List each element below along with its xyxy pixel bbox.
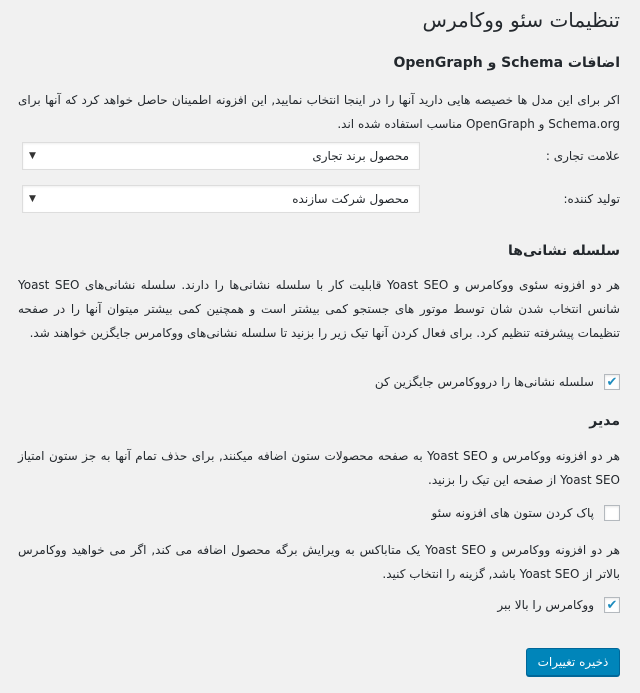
manufacturer-select-value: محصول شرکت سازنده [292,192,409,206]
manufacturer-label: تولید کننده: [563,192,620,206]
breadcrumbs-description: هر دو افزونه سئوی ووکامرس و Yoast SEO قابلیت کار با سلسله نشانی‌ها را دارند. سلسله نشانی‌های Yoast SEO شانس انتخاب شدن شان توسط موتور های جستجو کمی بیشتر است و همچنین کمی بیشتر میتوان آنها را در صفحه تنظیمات پیشرفته تنظیم کرد. برای فعال کردن آنها تیک زیر را بزنید تا سلسله نشانی‌های ووکامرس جایگزین خواهند شد. [18,278,620,340]
brand-select[interactable] [22,142,420,170]
remove-columns-checkbox-label: پاک کردن ستون های افزونه سئو [431,506,594,520]
breadcrumbs-option[interactable] [375,374,620,390]
schema-description: اکر برای این مدل ها خصیصه هایی دارید آنها را در اینجا انتخاب نمایید, این افزونه اطمینان حاصل خواهد کرد که آنها برای Schema.org و OpenGraph مناسب استفاده شده اند. [18,93,620,131]
save-changes-button[interactable]: ذخیره تغییرات [526,648,620,676]
manufacturer-select[interactable] [22,185,420,213]
metabox-top-checkbox-label: ووکامرس را بالا ببر [497,598,594,612]
schema-section-title: اضافات Schema و OpenGraph [393,55,620,71]
brand-select-value: محصول برند تجاری [312,149,409,163]
remove-columns-option[interactable] [432,505,621,521]
metabox-top-option[interactable] [497,597,620,613]
brand-label: علامت تجاری : [545,149,620,163]
breadcrumbs-checkbox[interactable] [604,374,620,390]
remove-columns-checkbox[interactable] [604,505,620,521]
admin-metabox-description: هر دو افزونه ووکامرس و Yoast SEO یک متاباکس به ویرایش برگه محصول اضافه می کند, اگر می خواهید ووکامرس بالاتر از Yoast SEO باشد, گزینه را انتخاب کنید. [18,543,620,581]
admin-section-title: مدیر [589,413,620,429]
checkmark-icon: ✔ [606,374,618,390]
breadcrumbs-checkbox-label: سلسله نشانی‌ها را درووکامرس جایگزین کن [374,375,594,389]
breadcrumbs-section-title: سلسله نشانی‌ها [508,243,620,259]
admin-columns-description: هر دو افزونه ووکامرس و Yoast SEO به صفحه محصولات ستون اضافه میکنند, برای حذف تمام آنها به جز ستون امتیاز Yoast SEO از صفحه این تیک را بزنید. [18,449,620,487]
chevron-down-icon: ▼ [29,194,36,204]
chevron-down-icon: ▼ [29,151,36,161]
metabox-top-checkbox[interactable] [604,597,620,613]
checkmark-icon: ✔ [606,597,618,613]
page-title: تنظیمات سئو ووکامرس [422,8,620,32]
